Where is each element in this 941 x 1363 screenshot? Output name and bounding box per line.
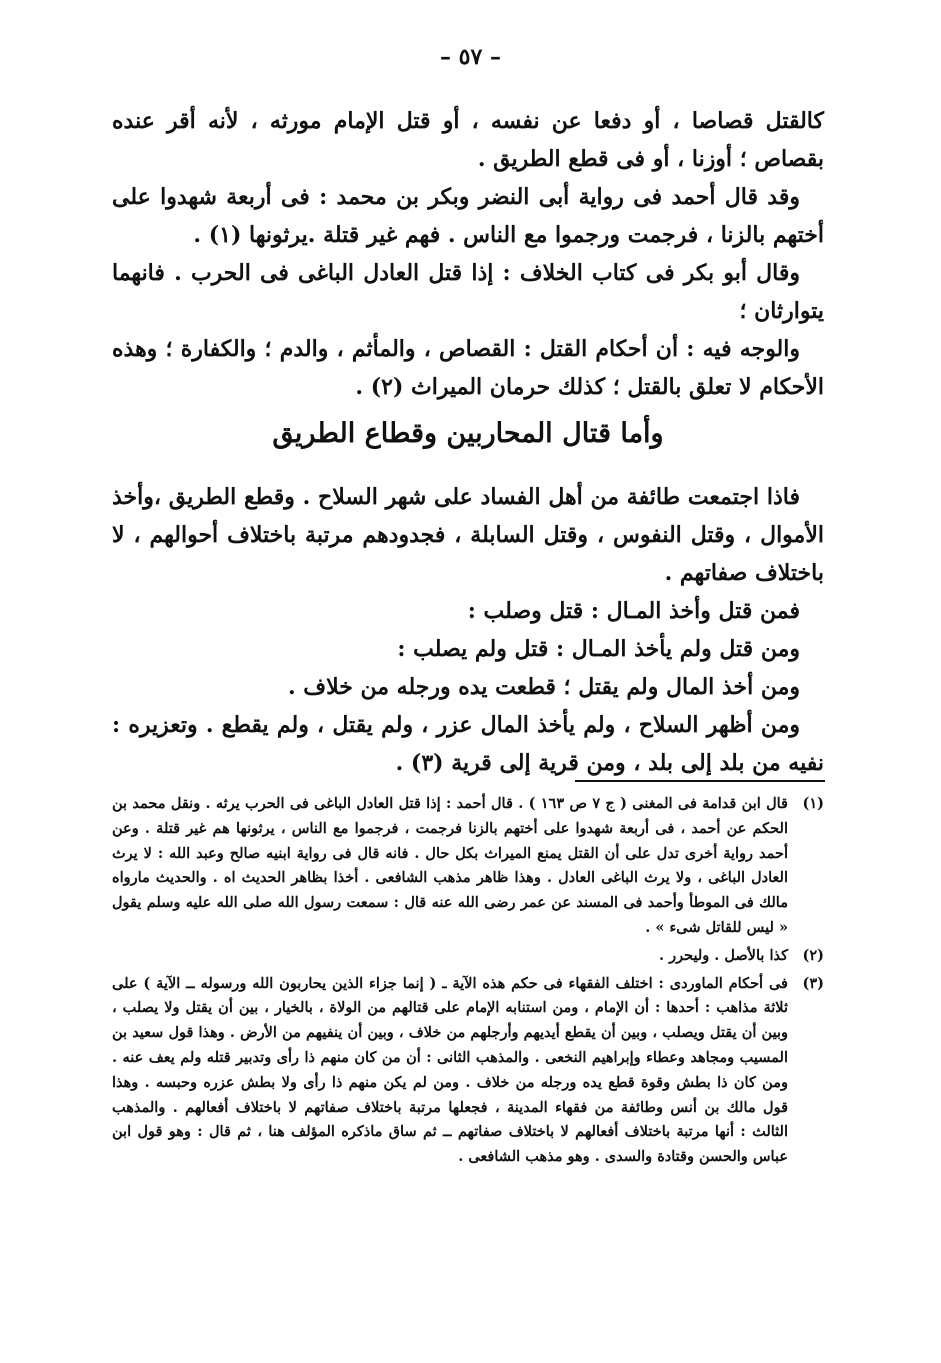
main-text-top: [112, 102, 824, 406]
footnote-divider: [575, 780, 825, 782]
footnotes: [112, 792, 824, 1173]
footnote: [112, 972, 824, 1170]
paragraph: وقال أبو بكر فى كتاب الخلاف : إذا قتل العادل الباغى فى الحرب . فانهما يتوارثان ؛: [112, 260, 824, 324]
paragraph: ومن أخذ المال ولم يقتل ؛ قطعت يده ورجله من خلاف .: [287, 674, 800, 700]
paragraph: فمن قتل وأخذ المـال : قتل وصلب :: [467, 598, 800, 624]
footnote-text: قال ابن قدامة فى المغنى ( ج ٧ ص ١٦٣ ) . قال أحمد : إذا قتل العادل الباغى فى الحرب يرثه . ونقل محمد بن الحكم عن أحمد ، فى أربعة شهدوا على أختهم بالزنا فرجمت ، فرجموا مع الناس ، يرثونها هم غير قتلة . وعن أحمد رواية أخرى تدل على أن القتل يمنع الميراث بكل حال . فانه قال فى رواية ابنيه صالح وعبد الله : لا يرث العادل الباغى ، ولا يرث الباغى العادل . وهذا ظاهر مذهب الشافعى . أخذا بظاهر الحديث اه . والحديث مارواه مالك فى الموطأ وأحمد فى المسند عن عمر رضى الله عنه قال : سمعت رسول الله صلى الله عليه وسلم يقول « ليس للقاتل شىء » .: [112, 795, 788, 936]
footnote: [112, 944, 824, 969]
footnote-number: (٣): [802, 974, 824, 992]
footnote: [112, 792, 824, 941]
footnote-number: (١): [802, 795, 824, 812]
paragraph: ومن قتل ولم يأخذ المـال : قتل ولم يصلب :: [397, 636, 800, 662]
paragraph: وقد قال أحمد فى رواية أبى النضر وبكر بن محمد : فى أربعة شهدوا على أختهم بالزنا ، فرجمت ورجموا مع الناس . فهم غير قتلة .يرثونها (١) .: [112, 184, 824, 248]
paragraph: كالقتل قصاصا ، أو دفعا عن نفسه ، أو قتل الإمام مورثه ، لأنه أقر عنده بقصاص ؛ أوزنا ، أو فى قطع الطريق .: [112, 108, 824, 172]
footnote-text: فى أحكام الماوردى : اختلف الفقهاء فى حكم هذه الآية ـ ( إنما جزاء الذين يحاربون الله ورسوله ــ الآية ) على ثلاثة مذاهب : أحدها : أن الإمام ، ومن استنابه الإمام على قتالهم من الولاة ، بالخيار ، بين أن يقتل ولا يصلب ، وبين أن يقتل ويصلب ، وبين أن يقطع أيديهم وأرجلهم من خلاف ، وبين أن ينفيهم من الأرض . وهذا قول سعيد بن المسيب ومجاهد وعطاء وإبراهيم النخعى . والمذهب الثانى : أن من كان منهم ذا رأى وتدبير قتله ولم يعف عنه . ومن كان ذا بطش وقوة قطع يده ورجله من خلاف . ومن لم يكن منهم ذا رأى ولا بطش عزره وحبسه . وهذا قول مالك بن أنس وطائفة من فقهاء المدينة ، فجعلها مرتبة باختلاف صفاتهم لا باختلاف أفعالهم . والمذهب الثالث : أنها مرتبة باختلاف أفعالهم لا باختلاف صفاتهم ــ ثم ساق ماذكره المؤلف هنا ، ثم قال : وهو قول ابن عباس والحسن وقتادة والسدى . وهو مذهب الشافعى .: [112, 974, 788, 1166]
main-text-bottom: [112, 478, 824, 782]
paragraph: فاذا اجتمعت طائفة من أهل الفساد على شهر السلاح . وقطع الطريق ،وأخذ الأموال ، وقتل النفوس ، وقتل السابلة ، فجدودهم مرتبة باختلاف أحوالهم ، لا باختلاف صفاتهم .: [112, 484, 824, 586]
page-number: – ٥٧ –: [440, 44, 501, 70]
paragraph: ومن أظهر السلاح ، ولم يأخذ المال عزر ، ولم يقتل ، ولم يقطع . وتعزيره : نفيه من بلد إلى بلد ، ومن قرية إلى قرية (٣) .: [112, 712, 824, 776]
section-heading: وأما قتال المحاربين وقطاع الطريق: [272, 418, 664, 449]
paragraph: والوجه فيه : أن أحكام القتل : القصاص ، والمأثم ، والدم ؛ والكفارة ؛ وهذه الأحكام لا تعلق بالقتل ؛ كذلك حرمان الميراث (٢) .: [112, 336, 824, 400]
footnote-number: (٢): [802, 946, 824, 964]
footnote-text: كذا بالأصل . وليحرر .: [658, 946, 788, 964]
